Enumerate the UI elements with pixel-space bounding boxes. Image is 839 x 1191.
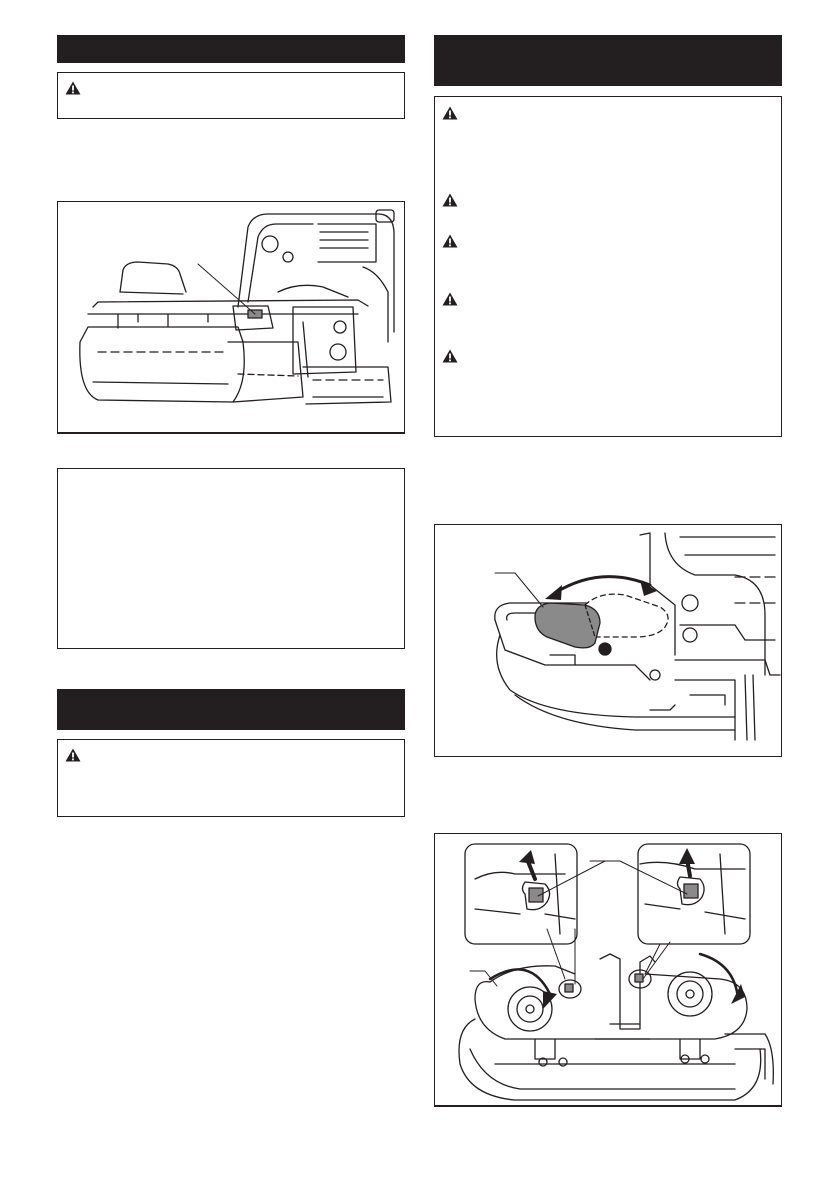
warning-box <box>434 96 782 437</box>
section-heading-bar <box>57 689 405 730</box>
warning-triangle-icon <box>442 349 458 363</box>
warning-triangle-icon <box>442 292 458 306</box>
figure-lever-rotation <box>434 524 782 757</box>
warning-triangle-icon <box>442 106 458 120</box>
warning-triangle-icon <box>65 81 81 95</box>
warning-triangle-icon <box>65 748 81 762</box>
figure-cover-latches <box>434 833 782 1107</box>
warning-box <box>57 72 405 119</box>
figure-tool-side-view <box>57 201 405 434</box>
note-box <box>57 468 405 649</box>
section-heading-bar <box>57 35 405 63</box>
warning-triangle-icon <box>442 193 458 207</box>
warning-triangle-icon <box>442 234 458 248</box>
section-heading-bar <box>434 35 782 86</box>
warning-box <box>57 739 405 817</box>
